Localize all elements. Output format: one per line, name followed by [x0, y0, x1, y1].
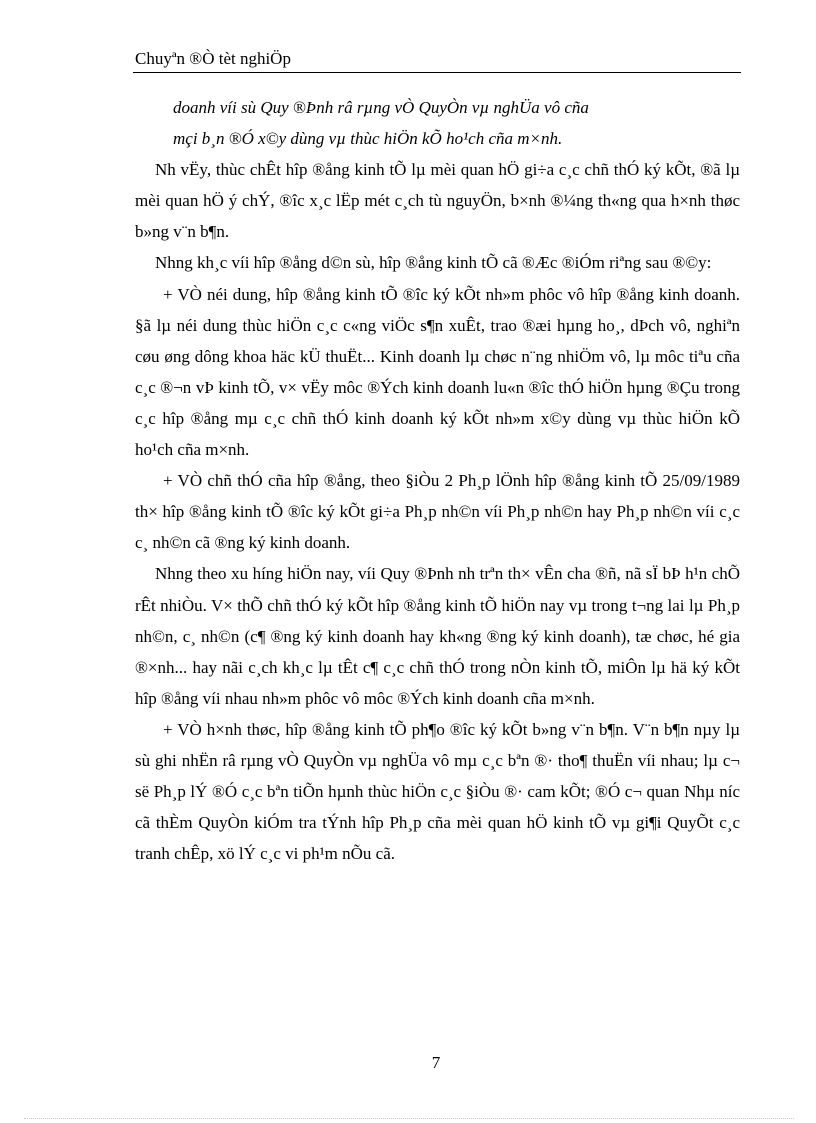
body-line: mçi b¸n ®Ó x©y dùng vµ thùc hiÖn kÕ ho¹ch cña m×nh. — [173, 129, 563, 149]
paragraph: Nh vËy, thùc chÊt hîp ®ång kinh tÕ lµ mèi quan hÖ gi÷a c¸c chñ thÓ ký kÕt, ®ã lµ mèi quan hÖ ý chÝ, ®îc x¸c lËp mét c¸ch tù nguyÖn, b×nh ®¼ng th«ng qua h×nh thøc b»ng v¨n b¶n. — [135, 160, 740, 242]
document-body — [135, 92, 740, 869]
document-title: Chuyªn ®Ò tèt nghiÖp — [135, 49, 291, 68]
paragraph: + VÒ néi dung, hîp ®ång kinh tÕ ®îc ký kÕt nh»m phôc vô hîp ®ång kinh doanh. §ã lµ néi dung thùc hiÖn c¸c c«ng viÖc s¶n xuÊt, trao ®æi hµng ho¸, dÞch vô, nghiªn cøu øng dông khoa häc kÜ thuËt... Kinh doanh lµ chøc n¨ng nhiÖm vô, lµ môc tiªu cña c¸c ®¬n vÞ kinh tÕ, v× vËy môc ®Ých kinh doanh lu«n ®îc thÓ hiÖn hµng ®Çu trong c¸c hîp ®ång mµ c¸c chñ thÓ kinh doanh ký kÕt nh»m x©y dùng vµ thùc hiÖn kÕ ho¹ch cña m×nh. — [135, 284, 740, 460]
page-number: 7 — [431, 1053, 441, 1072]
paragraph: + VÒ h×nh thøc, hîp ®ång kinh tÕ ph¶o ®îc ký kÕt b»ng v¨n b¶n. V¨n b¶n nµy lµ sù ghi nhËn râ rµng vÒ QuyÒn vµ nghÜa vô mµ c¸c bªn ®· tho¶ thuËn víi nhau; lµ c¬ së Ph¸p lÝ ®Ó c¸c bªn tiÕn hµnh thùc hiÖn c¸c §iÒu ®· cam kÕt; ®Ó c¬ quan Nhµ níc cã thÈm QuyÒn kiÓm tra tÝnh hîp Ph¸p cña mèi quan hÖ kinh tÕ vµ gi¶i QuyÕt c¸c tranh chÊp, xö lÝ c¸c vi ph¹m nÕu cã. — [135, 719, 740, 864]
header-divider — [133, 72, 741, 73]
page-bottom-border — [24, 1118, 794, 1119]
body-line: doanh víi sù Quy ®Þnh râ rµng vÒ QuyÒn vµ nghÜa vô cña — [173, 98, 589, 117]
paragraph: Nhng kh¸c víi hîp ®ång d©n sù, hîp ®ång kinh tÕ cã ®Æc ®iÓm riªng sau ®©y: — [155, 253, 712, 273]
paragraph: Nhng theo xu híng hiÖn nay, víi Quy ®Þnh nh trªn th× vÊn cha ®ñ, nã sÏ bÞ h¹n chÕ rÊt nhiÒu. V× thÕ chñ thÓ ký kÕt hîp ®ång kinh tÕ hiÖn nay vµ trong t¬ng lai lµ Ph¸p nh©n, c¸ nh©n (c¶ ®ng ký kinh doanh hay kh«ng ®ng ký kinh doanh), tæ chøc, hé gia ®×nh... hay nãi c¸ch kh¸c lµ tÊt c¶ c¸c chñ thÓ trong nÒn kinh tÕ, miÔn lµ hä ký kÕt hîp ®ång víi nhau nh»m phôc vô môc ®Ých kinh doanh cña m×nh. — [135, 564, 740, 708]
paragraph: + VÒ chñ thÓ cña hîp ®ång, theo §iÒu 2 Ph¸p lÖnh hîp ®ång kinh tÕ 25/09/1989 th× hîp ®ång kinh tÕ ®îc ký kÕt gi÷a Ph¸p nh©n víi Ph¸p nh©n hay Ph¸p nh©n víi c¸c c¸ nh©n cã ®ng ký kinh doanh. — [135, 471, 740, 553]
